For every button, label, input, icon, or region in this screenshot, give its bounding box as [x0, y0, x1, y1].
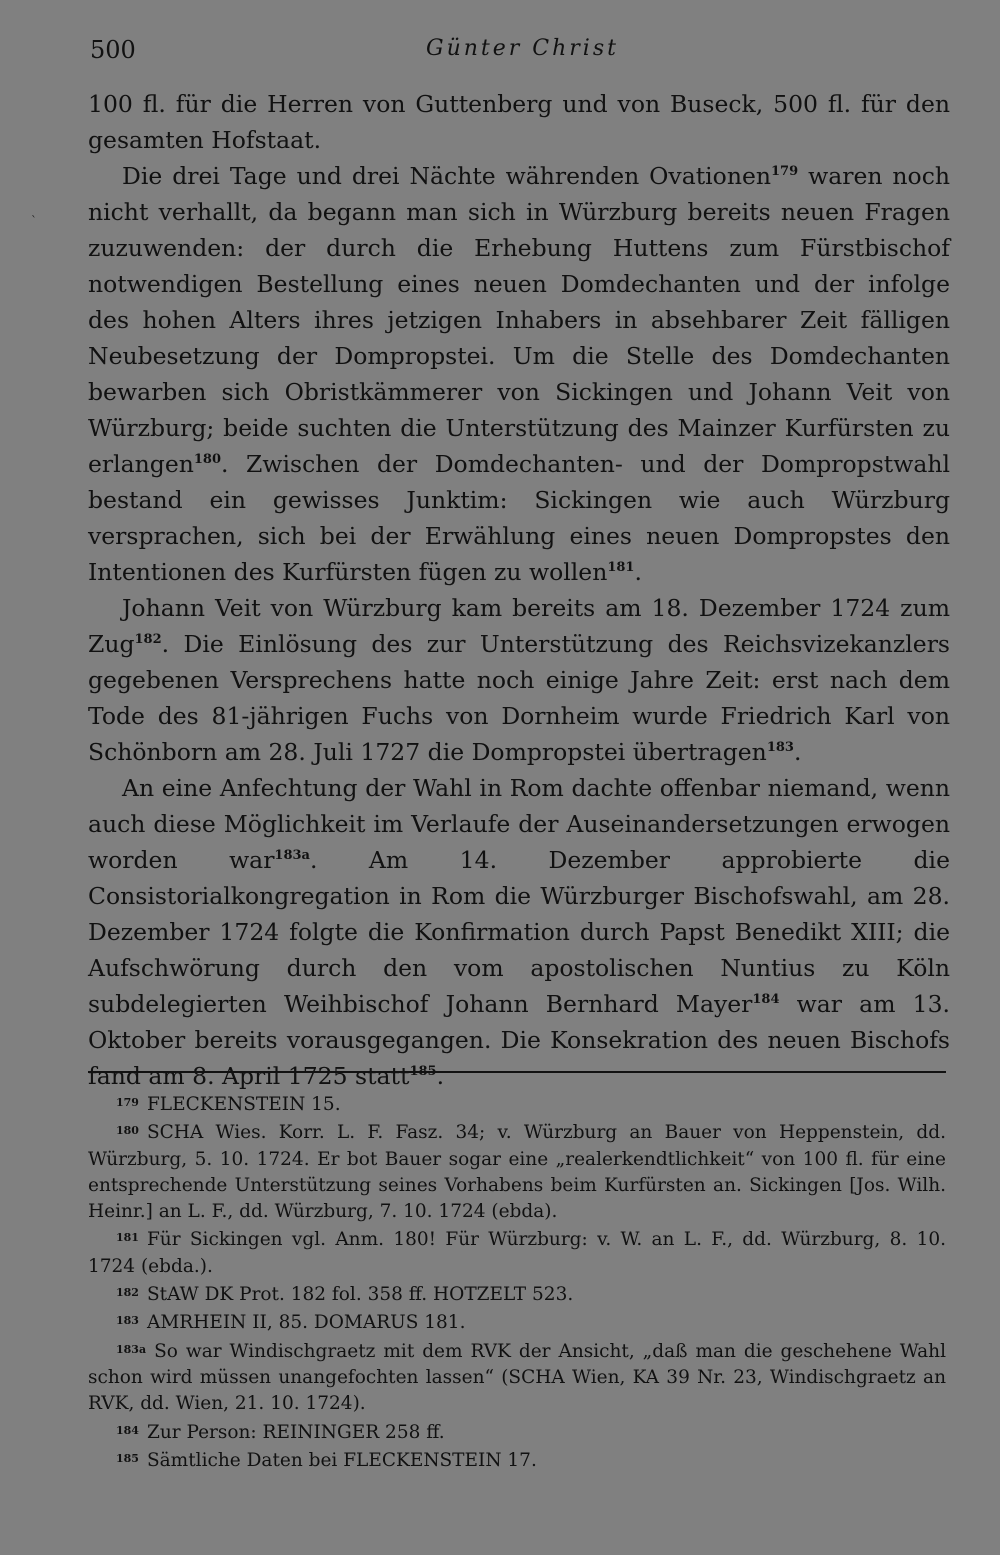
footnote-180: [88, 1118, 946, 1225]
footnote-text: So war Windischgraetz mit dem RVK der Ansicht, „daß man die geschehene Wahl schon wird müssen unangefochten lassen“ (SCHA Wien, KA 39 Nr. 23, Windischgraetz an RVK, dd. Wien, 21. 10. 1724).: [88, 1340, 946, 1415]
footnote-ref-184[interactable]: 184: [752, 992, 780, 1007]
running-head: Günter Christ: [426, 36, 619, 61]
footnote-number: 181: [116, 1231, 139, 1245]
footnote-number: 183a: [116, 1342, 147, 1356]
footnote-number: 182: [116, 1286, 139, 1300]
margin-mark: `: [31, 214, 37, 228]
footnote-number: 183: [116, 1314, 139, 1328]
footnote-divider: [88, 1071, 946, 1073]
footnote-text: AMRHEIN II, 85. DOMARUS 181.: [146, 1312, 466, 1334]
footnote-ref-179[interactable]: 179: [771, 164, 799, 179]
footnote-ref-180[interactable]: 180: [193, 452, 222, 467]
footnote-181: [88, 1225, 946, 1280]
footnote-183: [88, 1308, 946, 1336]
paragraph-1: 100 fl. für die Herren von Guttenberg und von Buseck, 500 fl. für den gesamten Hofstaat.: [88, 90, 950, 154]
footnote-text: Zur Person: REININGER 258 ff.: [146, 1421, 445, 1443]
footnote-number: 185: [116, 1451, 139, 1465]
footnote-182: [88, 1280, 946, 1308]
footnote-number: 180: [116, 1124, 139, 1138]
main-text: [88, 86, 950, 1094]
footnote-ref-182[interactable]: 182: [134, 632, 162, 647]
footnote-text: Für Sickingen vgl. Anm. 180! Für Würzburg: v. W. an L. F., dd. Würzburg, 8. 10. 1724 (ebda.).: [88, 1229, 946, 1277]
footnote-183a: [88, 1337, 946, 1418]
footnote-184: [88, 1418, 946, 1446]
paragraph-2: Die drei Tage und drei Nächte währenden Ovationen$^{179}$ waren noch nicht verhallt, da begann man sich in Würzburg bereits neuen Fragen zuzuwenden: der durch die Erhebung Huttens zum Fürstbischof notwendigen Bestellung eines neuen Domdechanten und der infolge des hohen Alters ihres jetzigen Inhabers in absehbarer Zeit fälligen Neubesetzung der Dompropstei. Um die Stelle des Domdechanten bewarben sich Obristkämmerer von Sickingen und Johann Veit von Würzburg; beide suchten die Unterstützung des Mainzer Kurfürsten zu erlangen$^{180}$. Zwischen der Domdechanten- und der Dompropstwahl bestand ein gewisses Junktim: Sickingen wie auch Würzburg versprachen, sich bei der Erwählung eines neuen Dompropstes den Intentionen des Kurfürsten fügen zu wollen$^{181}$.: [88, 162, 951, 586]
footnote-text: FLECKENSTEIN 15.: [146, 1094, 341, 1115]
footnote-text: Sämtliche Daten bei FLECKENSTEIN 17.: [146, 1449, 537, 1471]
footnote-179: [88, 1090, 946, 1118]
footnote-text: StAW DK Prot. 182 fol. 358 ff. HOTZELT 523.: [146, 1284, 574, 1306]
footnote-text: SCHA Wies. Korr. L. F. Fasz. 34; v. Würzburg an Bauer von Heppenstein, dd. Würzburg, 5. 10. 1724. Er bot Bauer sogar eine „realerkendtlichkeit“ von 100 fl. für eine entsprechende Unterstützung seines Vorhabens beim Kurfürsten an. Sickingen [Jos. Wilh. Heinr.] an L. F., dd. Würzburg, 7. 10. 1724 (ebda).: [88, 1122, 946, 1223]
footnote-ref-185[interactable]: 185: [409, 1064, 437, 1079]
paragraph-4: An eine Anfechtung der Wahl in Rom dachte offenbar niemand, wenn auch diese Möglichkeit im Verlaufe der Auseinandersetzungen erwogen worden war$^{183a}$. Am 14. Dezember approbierte die Consistorialkongregation in Rom die Würzburger Bischofswahl, am 28. Dezember 1724 folgte die Konfirmation durch Papst Benedikt XIII; die Aufschwörung durch den vom apostolischen Nuntius zu Köln subdelegierten Weihbischof Johann Bernhard Mayer$^{184}$ war am 13. Oktober bereits vorausgegangen. Die Konsekration des neuen Bischofs fand am 8. April 1725 statt$^{185}$.: [88, 774, 950, 1090]
footnote-185: [88, 1446, 946, 1474]
page-header: [90, 30, 950, 70]
footnote-number: 179: [116, 1096, 139, 1109]
page-number: 500: [90, 36, 136, 64]
footnote-number: 184: [116, 1423, 139, 1437]
footnote-ref-183a[interactable]: 183a: [274, 848, 310, 863]
footnotes: [88, 1090, 946, 1474]
paragraph-3: Johann Veit von Würzburg kam bereits am 18. Dezember 1724 zum Zug$^{182}$. Die Einlösung des zur Unterstützung des Reichsvizekanzlers gegebenen Versprechens hatte noch einige Jahre Zeit: erst nach dem Tode des 81-jährigen Fuchs von Dornheim wurde Friedrich Karl von Schönborn am 28. Juli 1727 die Dompropstei übertragen$^{183}$.: [88, 594, 950, 766]
footnote-ref-181[interactable]: 181: [607, 560, 635, 575]
footnote-ref-183[interactable]: 183: [766, 740, 794, 755]
